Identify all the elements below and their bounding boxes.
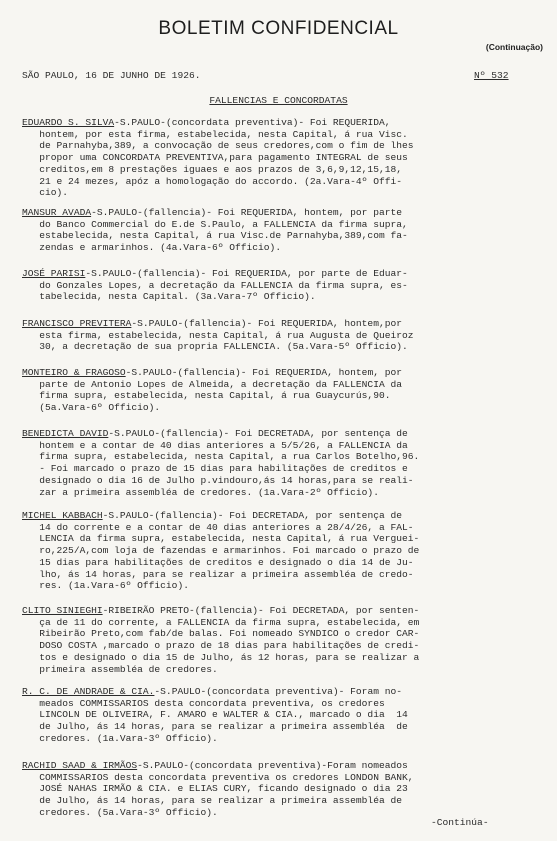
entry-line: do Banco Commercial do E.de S.Paulo, a FALLENCIA da firma supra,: [22, 218, 408, 230]
entry-line: meados COMMISSARIOS desta concordata preventiva, os credores: [22, 697, 385, 709]
entry-line: creditos,em 8 prestações iguaes e aos prazos de 3,6,9,12,15,18,: [22, 163, 402, 175]
entry-name: MANSUR AVADA: [22, 207, 92, 218]
entry-line: lho, ás 14 horas, para se realizar a primeira assembléa de credo-: [22, 568, 414, 580]
entry-line: [22, 318, 532, 330]
entry-line: de Parnahyba,389, a convocação de seus credores,com o fim de lhes: [22, 140, 414, 152]
entry-name: R. C. DE ANDRADE & CIA.: [22, 686, 155, 697]
entry-line: primeira assembléa de credores.: [22, 663, 218, 675]
entry-line: hontem, por esta firma, estabelecida, nesta Capital, á rua Visc.: [22, 128, 408, 140]
entry-line: LINCOLN DE OLIVEIRA, F. AMARO e WALTER & CIA., marcado o dia 14: [22, 709, 408, 721]
entry-text: -S.PAULO-(concordata preventiva)- Foi REQUERIDA,: [114, 117, 391, 128]
entry-text: -S.PAULO-(fallencia)- Foi DECRETADA, por sentença de: [108, 428, 408, 439]
entry-line: [22, 605, 532, 617]
entry-line: JOSÉ NAHAS IRMÃO & CIA. e ELIAS CURY, ficando designado o dia 23: [22, 783, 408, 795]
entry-text: -S.PAULO-(fallencia)- Foi REQUERIDA, hontem, por parte: [91, 207, 402, 218]
entry-name: RACHID SAAD & IRMÃOS: [22, 760, 138, 771]
dateline: [22, 70, 522, 82]
date-text: SÃO PAULO, 16 DE JUNHO DE 1926.: [22, 70, 201, 81]
entry-line: [22, 207, 532, 219]
entry: [22, 207, 532, 254]
entry-line: credores. (5a.Vara-3º Officio).: [22, 806, 218, 818]
entry-line: res. (1a.Vara-6º Officio).: [22, 580, 189, 592]
entry-name: EDUARDO S. SILVA: [22, 117, 115, 128]
bulletin-number: Nº 532: [474, 70, 509, 81]
entry-name: MICHEL KABBACH: [22, 510, 103, 521]
section-heading: FALLENCIAS E CONCORDATAS: [209, 95, 348, 106]
entry-line: parte de Antonio Lopes de Almeida, a decretação da FALLENCIA da: [22, 378, 402, 390]
entry: [22, 510, 532, 592]
entry-line: de Julho, ás 14 horas, para se realizar a primeira assembléa de: [22, 795, 402, 807]
entry-text: -S.PAULO-(fallencia)- Foi REQUERIDA, hontem, por: [125, 367, 402, 378]
continues-footer: -Continúa-: [431, 817, 489, 828]
entry-text: -S.PAULO-(fallencia)- Foi REQUERIDA, hontem,por: [131, 318, 402, 329]
entry-line: LENCIA da firma supra, estabelecida, nesta Capital, á rua Verguei-: [22, 533, 420, 545]
entry-line: 21 e 24 mezes, apóz a homologação do accordo. (2a.Vara-4º Offi-: [22, 175, 402, 187]
entry-text: -S.PAULO-(fallencia)- Foi REQUERIDA, por parte de Eduar-: [85, 268, 408, 279]
entry-line: (5a.Vara-6º Officio).: [22, 402, 161, 414]
entry: [22, 318, 532, 353]
entry-line: firma supra, estabelecida, nesta Capital, a rua Carlos Botelho,96.: [22, 451, 420, 463]
entry-line: do Gonzales Lopes, a decretação da FALLENCIA da firma supra, es-: [22, 279, 408, 291]
entry-line: de Julho, ás 14 horas, para se realizar a primeira assembléa de: [22, 721, 408, 733]
entry-line: ça de 11 do corrente, a FALLENCIA da firma supra, estabelecida, em: [22, 616, 420, 628]
entry-line: zar a primeira assembléa de credores. (1a.Vara-2º Officio).: [22, 486, 379, 498]
entry-line: [22, 117, 532, 129]
entry: [22, 605, 532, 675]
entry-line: esta firma, estabelecida, nesta Capital, á rua Augusta de Queiroz: [22, 329, 414, 341]
entry-line: cio).: [22, 187, 69, 199]
entry: [22, 268, 532, 303]
entry-line: estabelecida, nesta Capital, á rua Visc.de Parnahyba,389,com fa-: [22, 230, 408, 242]
entry-line: 15 dias para habilitações de creditos e designado o dia 14 de Ju-: [22, 556, 414, 568]
entry: [22, 367, 532, 414]
entry-line: 30, a decretação de sua propria FALLENCIA. (5a.Vara-5º Officio).: [22, 341, 408, 353]
entry-name: FRANCISCO PREVITERA: [22, 318, 132, 329]
entry-line: hontem e a contar de 40 dias anteriores a 5/5/26, a FALLENCIA da: [22, 439, 408, 451]
entry-line: DOSO COSTA ,marcado o prazo de 18 dias para habilitações de credi-: [22, 640, 420, 652]
entry-line: Ribeirão Preto,com fab/de balas. Foi nomeado SYNDICO o credor CAR-: [22, 628, 420, 640]
document-title: BOLETIM CONFIDENCIAL: [158, 18, 399, 39]
entry-line: [22, 428, 532, 440]
entry-line: firma supra, estabelecida, nesta Capital, á rua Guaycurús,90.: [22, 390, 391, 402]
entry: [22, 117, 532, 199]
entry-line: tabelecida, nesta Capital. (3a.Vara-7º Officio).: [22, 291, 316, 303]
entry-line: ro,225/A,com loja de fazendas e armarinhos. Foi marcado o prazo de: [22, 545, 420, 557]
entry: [22, 760, 532, 819]
entry-name: JOSÉ PARISI: [22, 268, 86, 279]
entry-line: - Foi marcado o prazo de 15 dias para habilitações de creditos e: [22, 463, 408, 475]
continuation-label: (Continuação): [485, 42, 543, 52]
entry-line: [22, 268, 532, 280]
entry-text: -RIBEIRÃO PRETO-(fallencia)- Foi DECRETADA, por senten-: [102, 605, 420, 616]
entry: [22, 428, 532, 498]
entry-line: [22, 686, 532, 698]
entry-line: [22, 760, 532, 772]
entry-line: credores. (1a.Vara-3º Officio).: [22, 732, 218, 744]
entry-name: MONTEIRO & FRAGOSO: [22, 367, 126, 378]
entry: [22, 686, 532, 745]
entry-line: COMMISSARIOS desta concordata preventiva os credores LONDON BANK,: [22, 771, 414, 783]
entry-line: zendas e armarinhos. (4a.Vara-6º Officio).: [22, 242, 282, 254]
entry-name: BENEDICTA DAVID: [22, 428, 109, 439]
entry-line: designado o dia 16 de Julho p.vindouro,ás 14 horas,para se reali-: [22, 474, 414, 486]
entry-text: -S.PAULO-(concordata preventiva)- Foram no-: [154, 686, 402, 697]
entry-line: 14 do corrente e a contar de 40 dias anteriores a 28/4/26, a FAL-: [22, 521, 414, 533]
entry-text: -S.PAULO-(fallencia)- Foi DECRETADA, por sentença de: [102, 510, 402, 521]
entry-name: CLITO SINIEGHI: [22, 605, 103, 616]
entry-line: propor uma CONCORDATA PREVENTIVA,para pagamento INTEGRAL de seus: [22, 152, 408, 164]
entry-line: [22, 510, 532, 522]
entry-text: -S.PAULO-(concordata preventiva)-Foram nomeados: [137, 760, 408, 771]
entry-line: tos e designado o dia 15 de Julho, ás 12 horas, para se realizar a: [22, 651, 420, 663]
entry-line: [22, 367, 532, 379]
